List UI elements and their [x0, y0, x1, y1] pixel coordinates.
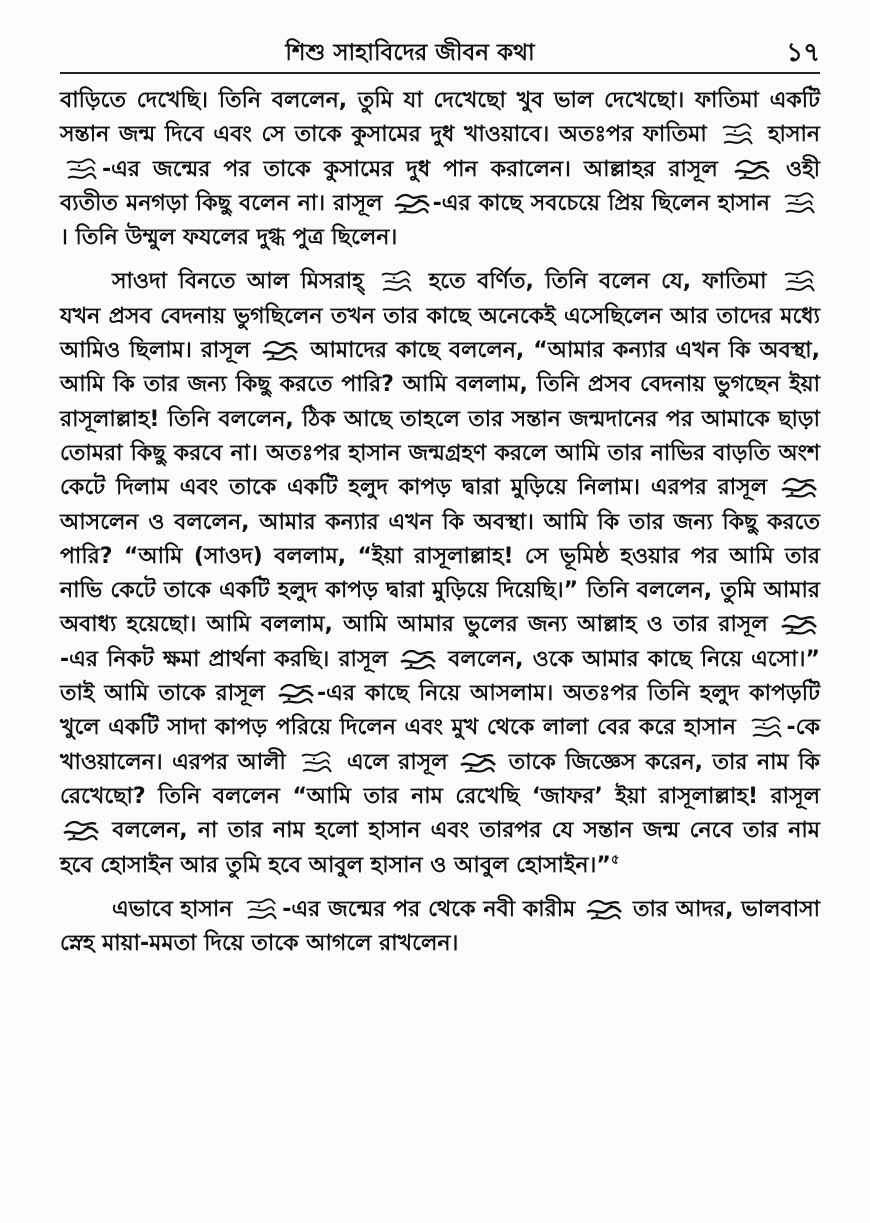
paragraph-1: [60, 84, 820, 255]
page-header: [60, 28, 820, 74]
text-run: আসলেন ও বললেন, আমার কন্যার এখন কি অবস্থা। আমি কি তার জন্য কিছু করতে পারি? “আমি (সাওদ) বললাম, “ইয়া রাসূলাল্লাহ! সে ভূমিষ্ঠ হওয়ার পর আমি তার নাভি কেটে তাকে একটি হলুদ কাপড় দ্বারা মুড়িয়ে দিয়েছি।” তিনি বললেন, তুমি আমার অবাধ্য হয়েছো। আমি বললাম, আমি আমার ভুলের জন্য আল্লাহ ও তার রাসূল: [60, 509, 820, 638]
sallallahu-alaihi-wasallam-icon: [62, 818, 100, 844]
body-text: [60, 84, 820, 971]
text-run: এলে রাসূল: [346, 749, 448, 775]
text-run: বললেন, ওকে আমার কাছে নিয়ে এসো।” তাই আমি তাকে রাসূল: [60, 646, 821, 707]
text-run: হতে বর্ণিত, তিনি বলেন যে, ফাতিমা: [428, 269, 767, 295]
text-run: -কে খাওয়ালেন। এরপর আলী: [60, 715, 820, 775]
text-run: । তিনি উম্মুল ফযলের দুগ্ধ পুত্র ছিলেন।: [60, 225, 398, 251]
text-run: তাকে জিজ্ঞেস করেন, তার নাম কি রেখেছো? তিনি বললেন “আমি তার নাম রেখেছি ‘জাফর’ ইয়া রাসূলাল্লাহ! রাসূল: [60, 749, 820, 809]
paragraph-2: [60, 265, 820, 882]
text-run: এভাবে হাসান: [112, 896, 233, 922]
sallallahu-alaihi-wasallam-icon: [261, 338, 299, 364]
radiallahu-anhu-icon: [780, 191, 818, 217]
text-run: সাওদা বিনতে আল মিসরাহ্: [112, 269, 364, 295]
radiallahu-anha-icon: [718, 122, 756, 148]
sallallahu-alaihi-wasallam-icon: [585, 897, 623, 923]
sallallahu-alaihi-wasallam-icon: [277, 681, 315, 707]
sallallahu-alaihi-wasallam-icon: [780, 612, 818, 638]
running-title: শিশু সাহাবিদের জীবন কথা: [285, 40, 535, 66]
radiallahu-anha-icon: [377, 269, 415, 295]
footnote-mark: ৫: [610, 852, 620, 868]
text-run: -এর নিকট ক্ষমা প্রার্থনা করছি। রাসূল: [60, 646, 388, 672]
text-run: যখন প্রসব বেদনায় ভুগছিলেন তখন তার কাছে অনেকেই এসেছিলেন আর তাদের মধ্যে আমিও ছিলাম। রাসূল: [60, 303, 820, 364]
radiallahu-anhu-icon: [747, 715, 785, 741]
text-run: হাসান: [768, 122, 820, 148]
text-run: -এর জন্মের পর তাকে কুসামের দুধ পান করালেন। আল্লাহর রাসূল: [102, 156, 718, 182]
text-run: বাড়িতে দেখেছি। তিনি বললেন, তুমি যা দেখেছো খুব ভাল দেখেছো। ফাতিমা একটি সন্তান জন্ম দিবে এবং সে তাকে কুসামের দুধ খাওয়াবে। অতঃপর ফাতিমা: [60, 88, 820, 148]
page-number: ১৭: [786, 38, 820, 68]
radiallahu-anha-icon: [780, 269, 818, 295]
paragraph-3: [60, 893, 820, 962]
sallallahu-alaihi-wasallam-icon: [459, 750, 497, 776]
radiallahu-anhu-icon: [242, 897, 280, 923]
text-run: -এর জন্মের পর থেকে নবী কারীম: [282, 896, 576, 922]
radiallahu-anhu-icon: [297, 750, 335, 776]
sallallahu-alaihi-wasallam-icon: [733, 157, 771, 183]
text-run: -এর কাছে সবচেয়ে প্রিয় ছিলেন হাসান: [432, 190, 770, 216]
sallallahu-alaihi-wasallam-icon: [780, 475, 818, 501]
text-run: বললেন, না তার নাম হলো হাসান এবং তারপর যে সন্তান জন্ম নেবে তার নাম হবে হোসাইন আর তুমি হবে আবুল হাসান ও আবুল হোসাইন।”: [60, 818, 820, 878]
text-run: তার আদর, ভালবাসা স্নেহ মায়া-মমতা দিয়ে তাকে আগলে রাখলেন।: [60, 896, 821, 957]
radiallahu-anhu-icon: [62, 157, 100, 183]
text-run: ওহী ব্যতীত মনগড়া কিছু বলেন না। রাসূল: [60, 156, 821, 216]
sallallahu-alaihi-wasallam-icon: [399, 647, 437, 673]
text-run: -এর কাছে নিয়ে আসলাম। অতঃপর তিনি হলুদ কাপড়টি খুলে একটি সাদা কাপড় পরিয়ে দিলেন এবং মুখ থেকে লালা বের করে হাসান: [60, 681, 820, 741]
sallallahu-alaihi-wasallam-icon: [393, 191, 431, 217]
text-run: আমাদের কাছে বললেন, “আমার কন্যার এখন কি অবস্থা, আমি কি তার জন্য কিছু করতে পারি? আমি বললাম, তিনি প্রসব বেদনায় ভুগছেন ইয়া রাসূলাল্লাহ! তিনি বললেন, ঠিক আছে তাহলে তার সন্তান জন্মদানের পর আমাকে ছাড়া তোমরা কিছু করবে না। অতঃপর হাসান জন্মগ্রহণ করলে আমি তার নাভির বাড়তি অংশ কেটে দিলাম এবং তাকে একটি হলুদ কাপড় দ্বারা মুড়িয়ে নিলাম। এরপর রাসূল: [60, 338, 820, 501]
